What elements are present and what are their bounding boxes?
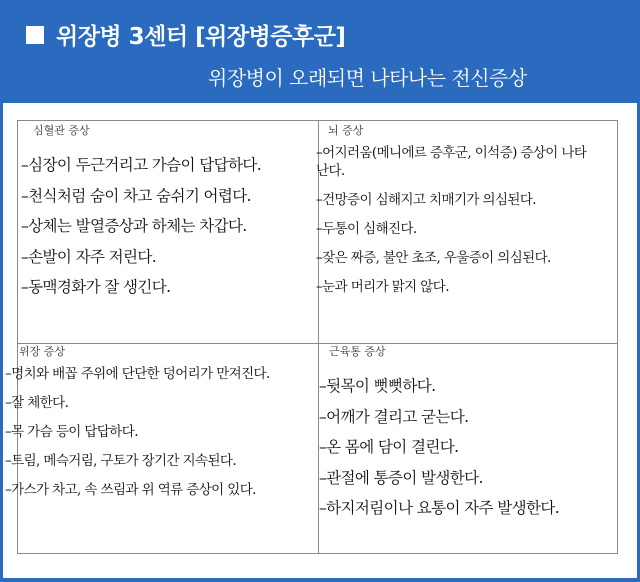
content-panel xyxy=(3,103,637,578)
symptom-item: –동맥경화가 잘 생긴다. xyxy=(21,278,171,296)
symptom-item: –손발이 자주 저린다. xyxy=(21,247,157,266)
symptom-item: –잦은 짜증, 불안 초조, 우울증이 의심된다. xyxy=(316,250,551,266)
symptom-item: –가스가 차고, 속 쓰림과 위 역류 증상이 있다. xyxy=(5,482,256,498)
square-bullet-icon xyxy=(26,26,44,44)
page-subtitle: 위장병이 오래되면 나타나는 전신증상 xyxy=(208,66,527,90)
symptom-item: –상체는 발열증상과 하체는 차갑다. xyxy=(21,217,247,235)
symptom-item: –명치와 배꼽 주위에 단단한 덩어리가 만져진다. xyxy=(5,366,270,382)
symptom-item: –하지저림이나 요통이 자주 발생한다. xyxy=(319,499,560,517)
symptom-item: –잘 체한다. xyxy=(5,395,69,411)
symptom-item: –어지러움(메니에르 증후군, 이석증) 증상이 나타난다. xyxy=(316,145,587,179)
page-title: 위장병 3센터 [위장병증후군] xyxy=(56,24,346,50)
section-muscle-pain xyxy=(319,343,601,524)
symptom-item: –트림, 메슥거림, 구토가 장기간 지속된다. xyxy=(5,453,237,469)
section-brain xyxy=(316,122,601,307)
symptom-item: –심장이 두근거리고 가슴이 답답하다. xyxy=(21,156,262,174)
symptom-item: –두통이 심해진다. xyxy=(316,221,417,237)
header-banner xyxy=(0,0,640,110)
symptom-item: –건망증이 심해지고 치매기가 의심된다. xyxy=(316,192,536,208)
section-title: 심혈관 증상 xyxy=(33,124,90,137)
symptom-item: –목 가슴 등이 답답하다. xyxy=(5,424,138,440)
section-title: 근육통 증상 xyxy=(329,345,386,358)
section-cardiovascular xyxy=(21,122,301,303)
symptom-item: –어깨가 결리고 굳는다. xyxy=(319,407,469,426)
section-title: 위장 증상 xyxy=(19,345,66,358)
symptom-item: –뒷목이 뻣뻣하다. xyxy=(319,377,436,395)
section-title: 뇌 증상 xyxy=(328,124,364,137)
symptom-item: –관절에 통증이 발생한다. xyxy=(319,468,483,487)
symptom-item: –천식처럼 숨이 차고 숨쉬기 어렵다. xyxy=(21,186,252,205)
section-stomach xyxy=(5,343,301,510)
symptom-item: –온 몸에 담이 결린다. xyxy=(319,438,459,456)
symptom-item: –눈과 머리가 맑지 않다. xyxy=(316,279,449,295)
